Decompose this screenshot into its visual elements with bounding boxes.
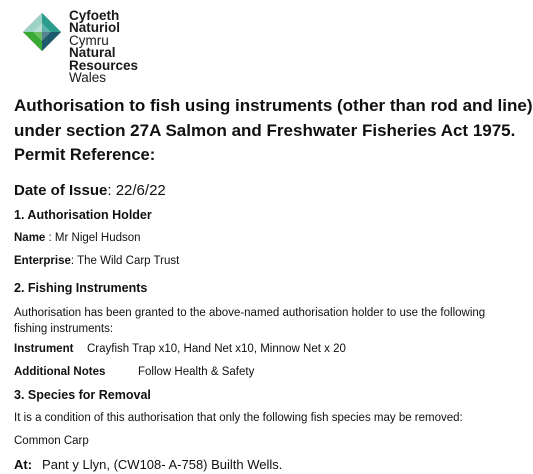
logo-line-2: Naturiol — [69, 20, 121, 36]
logo-line-5: Resources — [69, 57, 139, 73]
holder-enterprise — [14, 255, 179, 267]
at-value: Pant y Llyn, (CW108- A-758) Builth Wells. — [42, 457, 283, 472]
logo-line-6: Wales — [69, 70, 107, 86]
date-of-issue — [14, 182, 166, 199]
instrument-label: Instrument — [14, 343, 74, 355]
title-line-1: Authorisation to fish using instruments (other than rod and line) — [14, 96, 533, 115]
enterprise-value: : The Wild Carp Trust — [70, 255, 180, 267]
date-of-issue-value: : 22/6/22 — [107, 182, 166, 199]
section-3-heading: 3. Species for Removal — [14, 388, 151, 402]
enterprise-label: Enterprise — [14, 255, 71, 267]
at-label: At: — [14, 457, 33, 472]
section-2-text-line-2: fishing instruments: — [14, 323, 114, 335]
additional-notes-label: Additional Notes — [14, 366, 106, 378]
logo-wordmark — [69, 10, 138, 84]
name-value: : Mr Nigel Hudson — [45, 232, 141, 244]
logo-line-3: Cymru — [69, 32, 109, 48]
permit-reference-label: Permit Reference: — [14, 146, 156, 164]
instrument-value: Crayfish Trap x10, Hand Net x10, Minnow Net x 20 — [87, 343, 346, 355]
section-1-heading: 1. Authorisation Holder — [14, 208, 152, 222]
logo-line-1: Cyfoeth — [69, 8, 120, 23]
document-title — [14, 93, 533, 143]
location — [14, 457, 282, 472]
additional-notes-value: Follow Health & Safety — [138, 366, 255, 378]
section-2-text-line-1: Authorisation has been granted to the above-named authorisation holder to use the following — [14, 307, 486, 319]
section-2-text — [14, 305, 485, 337]
nrw-logo — [22, 6, 182, 86]
section-3-text: It is a condition of this authorisation that only the following fish species may be removed: — [14, 412, 463, 424]
section-2-heading: 2. Fishing Instruments — [14, 281, 148, 295]
name-label: Name — [14, 232, 46, 244]
logo-line-4: Natural — [69, 45, 116, 61]
date-of-issue-label: Date of Issue — [14, 182, 108, 199]
species-value: Common Carp — [14, 435, 89, 447]
holder-name — [14, 232, 141, 244]
nrw-logo-icon — [22, 12, 62, 52]
title-line-2: under section 27A Salmon and Freshwater Fisheries Act 1975. — [14, 121, 516, 140]
